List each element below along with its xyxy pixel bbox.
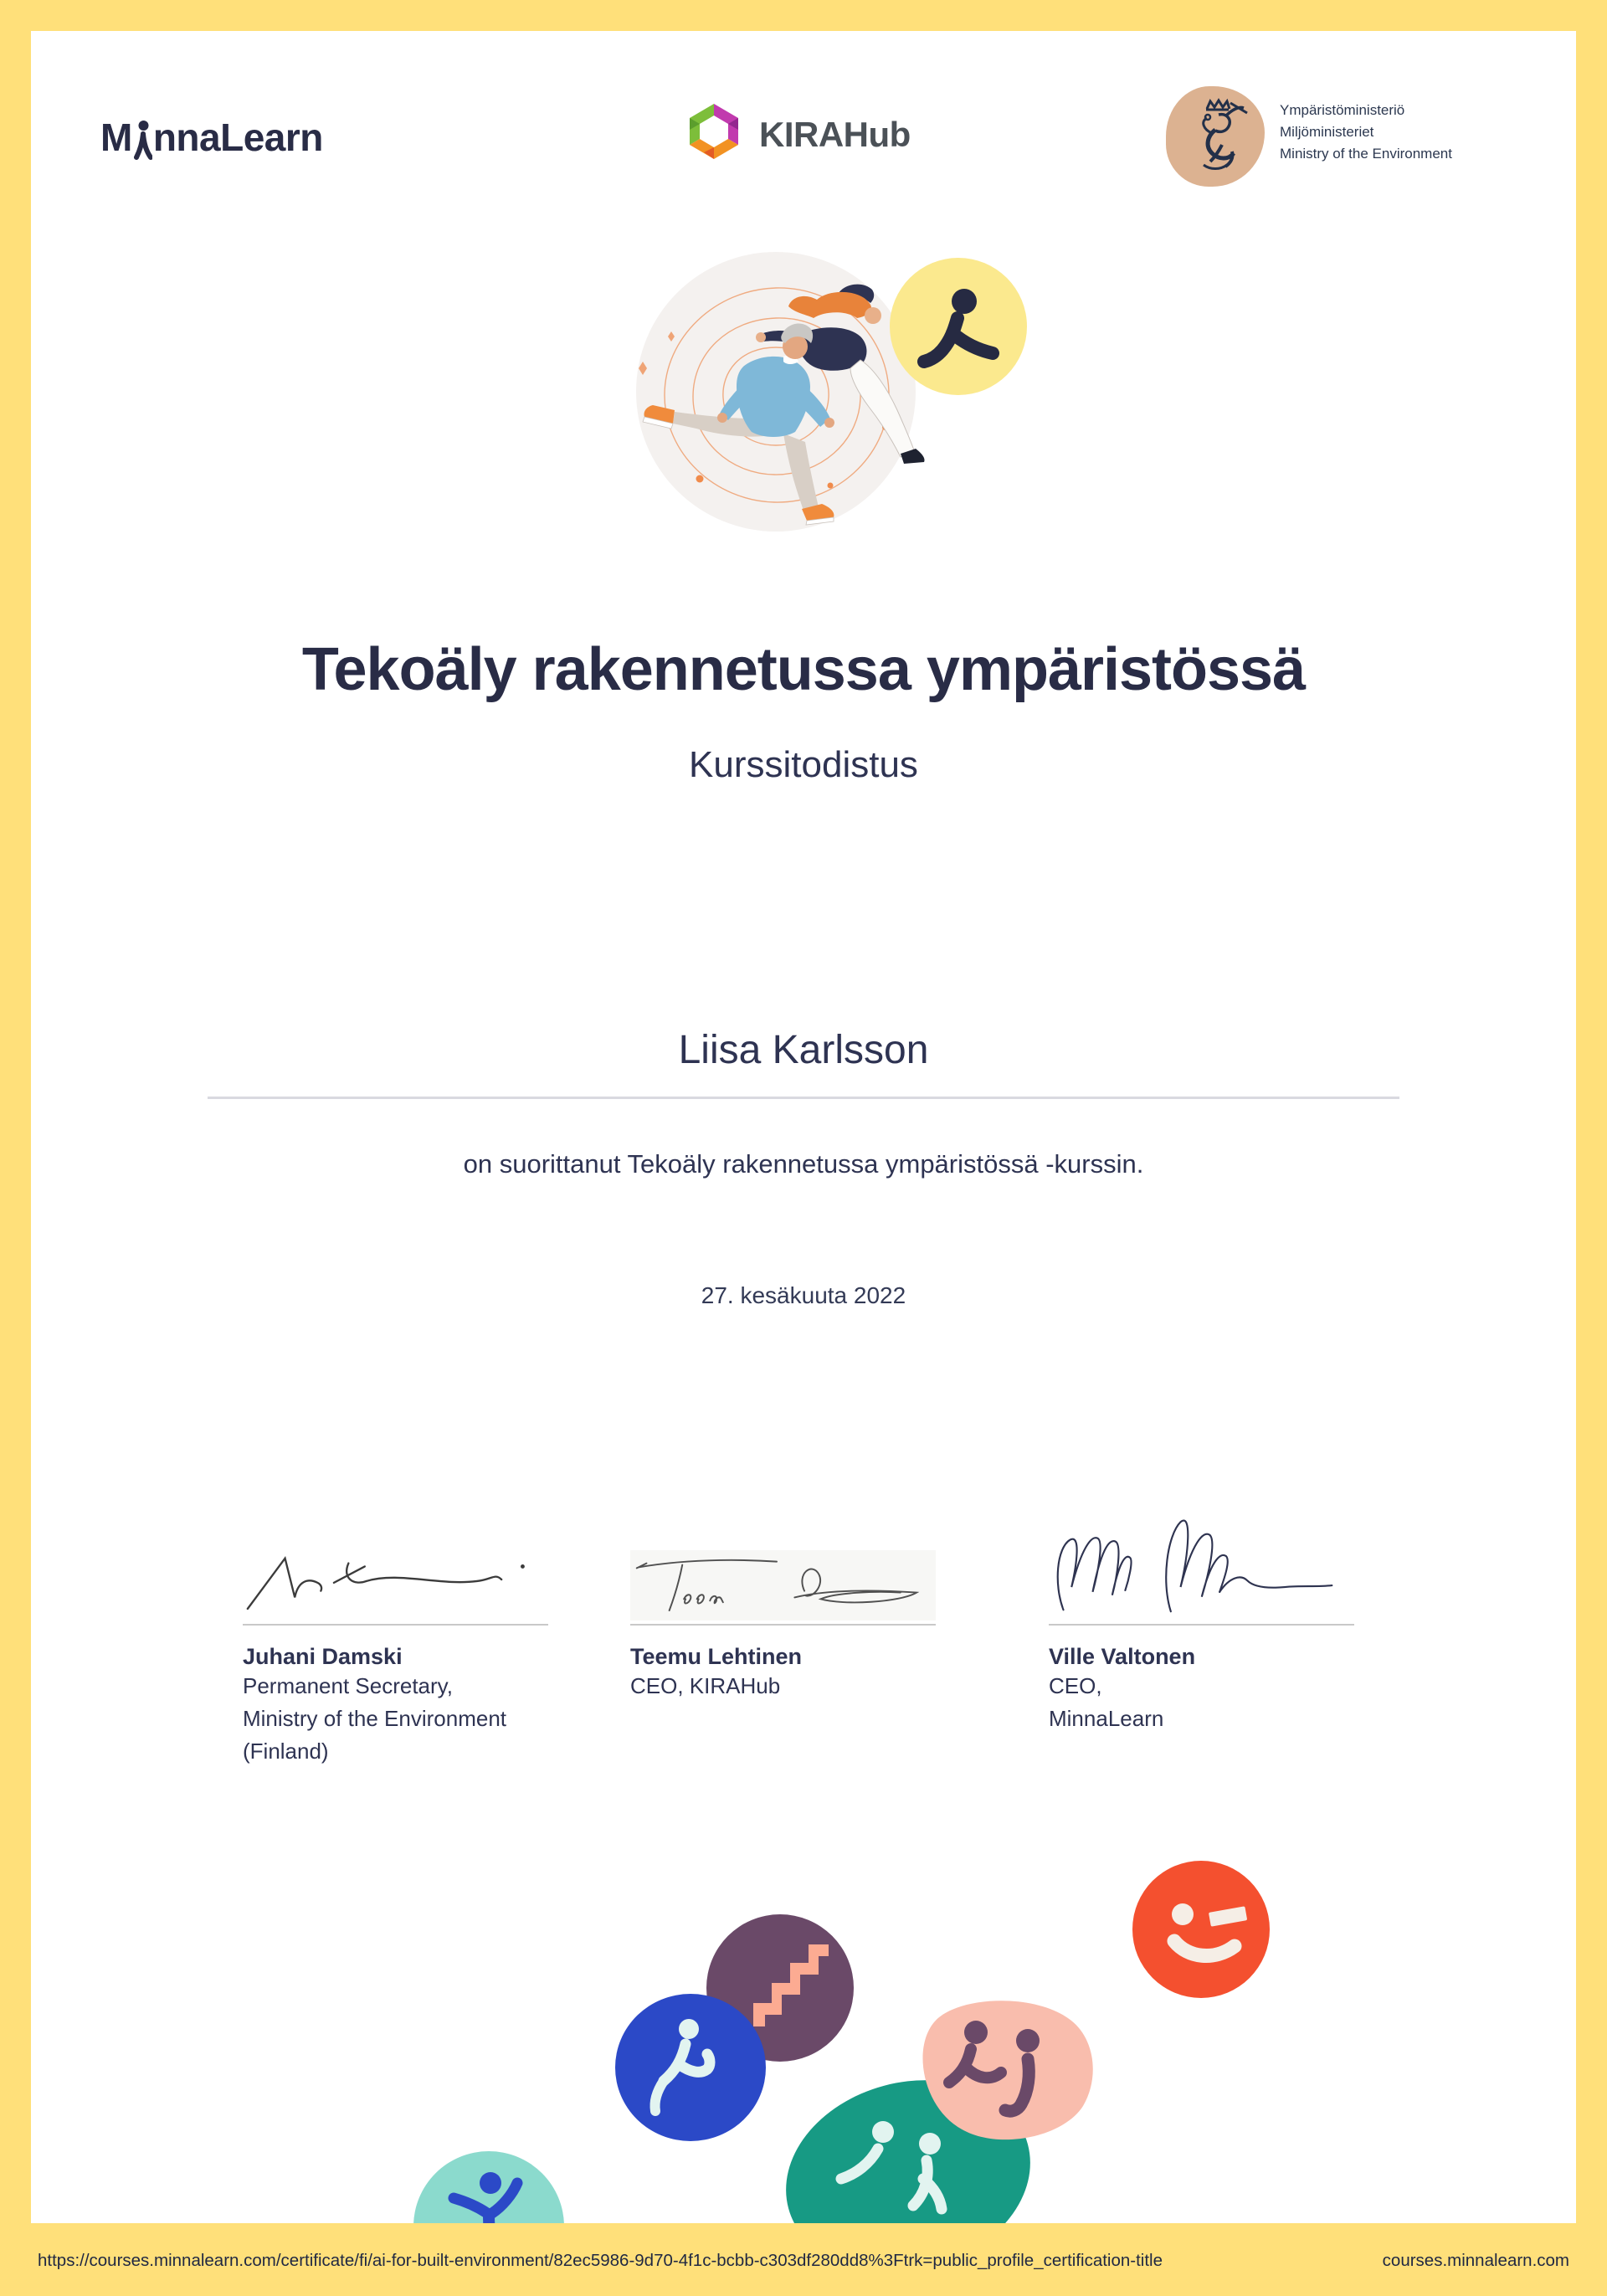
signature-block-lehtinen bbox=[630, 1501, 936, 1703]
ministry-line-sv: Miljöministeriet bbox=[1280, 124, 1374, 140]
footer-url[interactable]: https://courses.minnalearn.com/certificate/fi/ai-for-built-environment/82ec5986-9d70-4f1c-bcbb-c303df280dd8%3Ftrk=public_profile_certification-title bbox=[38, 2251, 1163, 2270]
certificate-subtitle: Kurssitodistus bbox=[689, 744, 918, 785]
footer-domain: courses.minnalearn.com bbox=[1382, 2251, 1569, 2270]
completion-text: on suorittanut Tekoäly rakennetussa ympäristössä -kurssin. bbox=[463, 1149, 1144, 1179]
runner-badge-icon bbox=[615, 1994, 766, 2145]
signer-role: CEO, KIRAHub bbox=[630, 1673, 781, 1698]
kirahub-logo bbox=[684, 101, 911, 167]
hero-illustration bbox=[619, 234, 1055, 557]
signature-block-valtonen bbox=[1049, 1501, 1354, 1735]
signature-scribble-valtonen bbox=[1049, 1501, 1342, 1622]
signer-name: Teemu Lehtinen bbox=[630, 1644, 803, 1669]
signature-line bbox=[243, 1624, 548, 1626]
signature-scribble-damski bbox=[243, 1541, 536, 1622]
ministry-logo bbox=[1166, 86, 1452, 187]
duo-pink-badge-icon bbox=[896, 1987, 1100, 2155]
signer-name: Juhani Damski bbox=[243, 1644, 403, 1669]
person-i-icon bbox=[134, 120, 152, 171]
kirahub-mark-icon bbox=[684, 101, 744, 167]
signer-role: MinnaLearn bbox=[1049, 1706, 1164, 1731]
minnalearn-logo bbox=[100, 115, 323, 171]
signature-line bbox=[1049, 1624, 1354, 1626]
recipient-name: Liisa Karlsson bbox=[678, 1028, 929, 1072]
course-title: Tekoäly rakennetussa ympäristössä bbox=[301, 636, 1306, 703]
minnalearn-badge-icon bbox=[890, 258, 1027, 395]
cheering-badge-icon bbox=[413, 2151, 564, 2223]
ministry-blob bbox=[1166, 86, 1265, 187]
certificate-page bbox=[31, 31, 1576, 2223]
signer-role: Ministry of the Environment bbox=[243, 1706, 507, 1731]
signature-block-damski bbox=[243, 1501, 548, 1768]
signer-role: (Finland) bbox=[243, 1739, 329, 1764]
wink-face-badge-icon bbox=[1132, 1861, 1270, 2002]
ministry-line-fi: Ympäristöministeriö bbox=[1280, 102, 1405, 118]
minnalearn-logo-suffix: nnaLearn bbox=[152, 116, 323, 159]
minnalearn-logo-prefix: M bbox=[100, 116, 132, 159]
completion-date: 27. kesäkuuta 2022 bbox=[701, 1282, 906, 1308]
signer-name: Ville Valtonen bbox=[1049, 1644, 1196, 1669]
name-divider bbox=[208, 1097, 1399, 1099]
signature-scribble-lehtinen bbox=[630, 1543, 923, 1622]
ministry-line-en: Ministry of the Environment bbox=[1280, 146, 1452, 162]
finnish-lion-icon bbox=[1182, 96, 1249, 177]
signer-role: Permanent Secretary, bbox=[243, 1673, 453, 1698]
kirahub-label: KIRAHub bbox=[759, 114, 911, 154]
signature-line bbox=[630, 1624, 936, 1626]
signer-role: CEO, bbox=[1049, 1673, 1102, 1698]
print-footer-bar bbox=[0, 2223, 1607, 2296]
